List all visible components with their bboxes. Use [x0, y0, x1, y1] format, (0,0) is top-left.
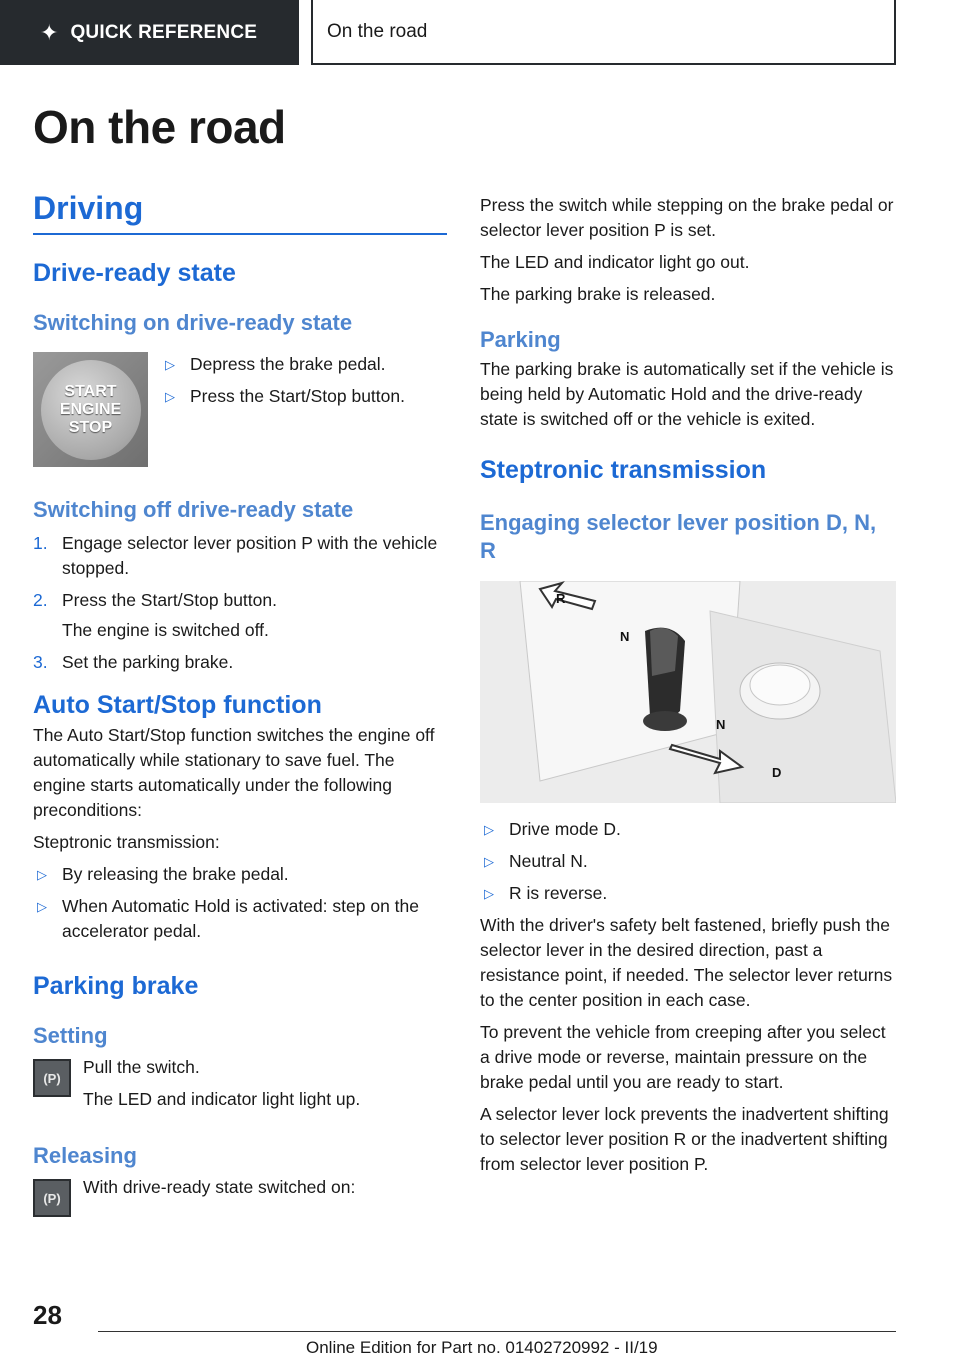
- heading-auto-start-stop: Auto Start/Stop function: [33, 691, 322, 719]
- footer-edition: Online Edition for Part no. 01402720992 - II/19: [306, 1338, 658, 1357]
- setting-text: [71, 1055, 360, 1119]
- triangle-bullet-icon: ▷: [484, 854, 494, 869]
- releasing-line: With drive-ready state switched on:: [83, 1177, 356, 1197]
- step-item: 3. Set the parking brake.: [33, 652, 234, 672]
- list-item: ▷ When Automatic Hold is activated: step on the accelerator pedal.: [33, 894, 447, 944]
- triangle-bullet-icon: ▷: [484, 822, 494, 837]
- switch-on-list: [148, 352, 405, 467]
- page-title: On the road: [33, 101, 286, 153]
- triangle-bullet-icon: ▷: [37, 867, 47, 882]
- release-line: The parking brake is released.: [480, 284, 716, 304]
- heading-parking: Parking: [480, 327, 561, 352]
- chapter-label: On the road: [327, 20, 428, 42]
- photo-label-n-bottom: N: [716, 717, 726, 732]
- heading-parking-brake: Parking brake: [33, 972, 199, 1000]
- heading-setting: Setting: [33, 1023, 108, 1048]
- selector-lever-photo: [480, 581, 896, 803]
- start-stop-button-image: [33, 352, 148, 467]
- heading-driving: Driving: [33, 190, 447, 235]
- auto-label: Steptronic transmission:: [33, 832, 220, 852]
- photo-label-d: D: [772, 765, 782, 780]
- triangle-bullet-icon: ▷: [37, 899, 47, 914]
- step-note: The engine is switched off.: [62, 620, 269, 640]
- drive-mode-list: [480, 817, 896, 906]
- triangle-bullet-icon: ▷: [165, 357, 175, 372]
- parking-brake-icon: (P): [33, 1179, 71, 1217]
- step-item: 2. Press the Start/Stop button.: [33, 590, 277, 610]
- heading-switch-off: Switching off drive-ready state: [33, 497, 354, 522]
- heading-drive-ready: Drive-ready state: [33, 259, 236, 287]
- step-item: 1. Engage selector lever position P with the vehicle stopped.: [33, 533, 438, 578]
- quick-reference-icon: ✦: [40, 19, 59, 45]
- release-line: The LED and indicator light go out.: [480, 252, 750, 272]
- section-label: QUICK REFERENCE: [70, 21, 258, 43]
- button-text-stop: STOP: [68, 418, 113, 436]
- right-column: [480, 193, 896, 1184]
- releasing-block: [33, 1175, 447, 1217]
- setting-block: [33, 1055, 447, 1119]
- triangle-bullet-icon: ▷: [165, 389, 175, 404]
- setting-line: The LED and indicator light light up.: [83, 1089, 361, 1109]
- list-item: ▷ Depress the brake pedal.: [161, 352, 405, 377]
- section-tab[interactable]: [0, 0, 299, 65]
- list-item: ▷ Drive mode D.: [480, 817, 896, 842]
- switch-off-steps: [33, 531, 447, 675]
- paragraph: A selector lever lock prevents the inadvertent shifting to selector lever position R or the inadvertent shifting from selector lever position P.: [480, 1104, 889, 1174]
- selector-lever-illustration: [480, 581, 896, 803]
- heading-switch-on: Switching on drive-ready state: [33, 310, 353, 335]
- parking-brake-icon: (P): [33, 1059, 71, 1097]
- list-item: ▷ Press the Start/Stop button.: [161, 384, 405, 409]
- list-item: ▷ By releasing the brake pedal.: [33, 862, 447, 887]
- heading-steptronic: Steptronic transmission: [480, 456, 767, 484]
- photo-label-r: R: [556, 591, 566, 606]
- footer-divider: [98, 1331, 896, 1332]
- paragraph: With the driver's safety belt fastened, briefly push the selector lever in the desired direction, past a resistance point, if needed. The selector lever returns to the center position in each case.: [480, 915, 893, 1010]
- switch-on-block: [33, 352, 447, 467]
- triangle-bullet-icon: ▷: [484, 886, 494, 901]
- paragraph: To prevent the vehicle from creeping after you select a drive mode or reverse, maintain pressure on the brake pedal until you are ready to start.: [480, 1022, 886, 1092]
- left-column: [33, 190, 447, 1217]
- auto-paragraph: The Auto Start/Stop function switches the engine off automatically while stationary to save fuel. The engine starts automatically under the following preconditions:: [33, 725, 435, 820]
- release-line: Press the switch while stepping on the brake pedal or selector lever position P is set.: [480, 195, 894, 240]
- setting-line: Pull the switch.: [83, 1057, 200, 1077]
- button-text-start: START: [64, 382, 117, 400]
- button-text-engine: ENGINE: [59, 400, 122, 418]
- page-header: [0, 0, 960, 66]
- releasing-text: [71, 1175, 355, 1217]
- heading-engaging: Engaging selector lever position D, N, R: [480, 510, 877, 563]
- heading-releasing: Releasing: [33, 1143, 137, 1168]
- chapter-box: [311, 0, 896, 65]
- photo-label-n-top: N: [620, 629, 630, 644]
- page-number: 28: [33, 1300, 62, 1330]
- parking-paragraph: The parking brake is automatically set if the vehicle is being held by Automatic Hold and the drive-ready state is switched off or the vehicle is exited.: [480, 359, 894, 429]
- start-stop-button-face: [41, 360, 141, 460]
- list-item: ▷ R is reverse.: [480, 881, 896, 906]
- list-item: ▷ Neutral N.: [480, 849, 896, 874]
